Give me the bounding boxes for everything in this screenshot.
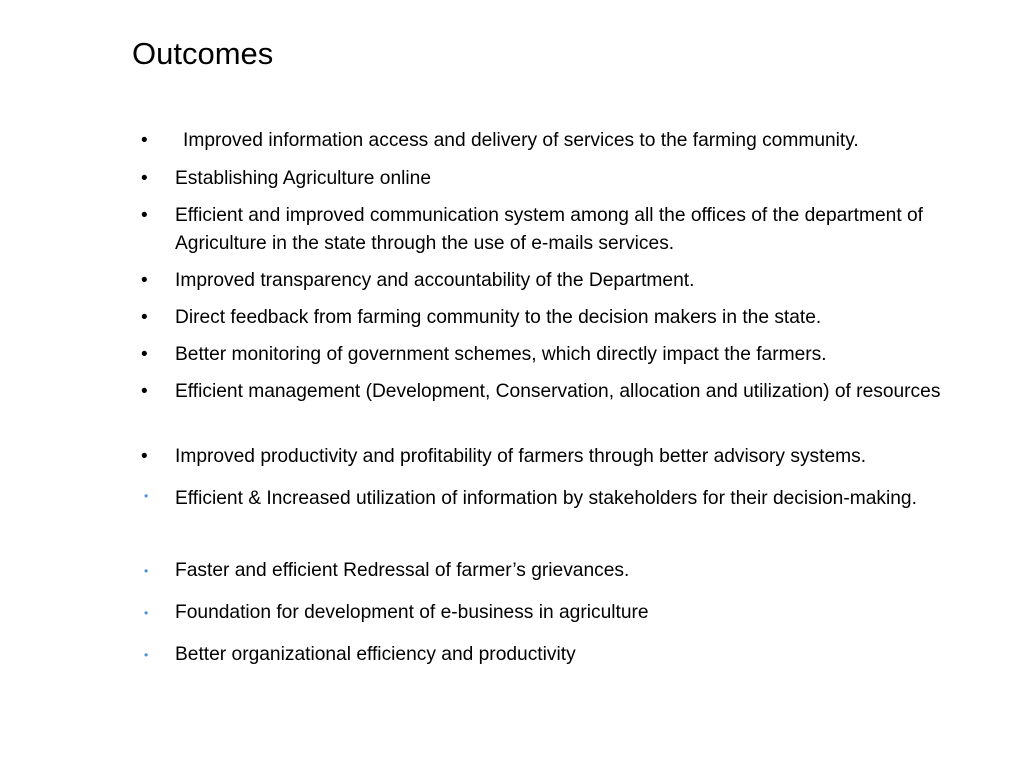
bullet-icon: • [144, 564, 149, 578]
bullet-icon: • [141, 446, 148, 467]
bullet-icon: • [141, 205, 148, 226]
slide-title: Outcomes [132, 36, 274, 71]
bullet-icon: • [141, 381, 148, 402]
list-item-text: Faster and efficient Redressal of farmer’s grievances. [175, 560, 630, 581]
list-item-text: Better monitoring of government schemes, which directly impact the farmers. [175, 344, 827, 365]
bullet-icon: • [144, 606, 149, 620]
list-item-text: Establishing Agriculture online [175, 168, 431, 189]
list-item-text: Efficient & Increased utilization of information by stakeholders for their decision-making. [175, 488, 917, 509]
list-item-text: Direct feedback from farming community to the decision makers in the state. [175, 307, 822, 328]
bullet-icon: • [141, 270, 148, 291]
bullet-icon: • [141, 344, 148, 365]
bullet-icon: • [141, 168, 148, 189]
bullet-icon: • [141, 130, 148, 151]
bullet-icon: • [141, 307, 148, 328]
list-item-text: Improved transparency and accountability of the Department. [175, 270, 695, 291]
list-item-text: Improved productivity and profitability of farmers through better advisory systems. [175, 446, 867, 467]
bullet-icon: • [144, 489, 149, 503]
list-item-text: Improved information access and delivery of services to the farming community. [183, 130, 859, 151]
list-item-text: Better organizational efficiency and productivity [175, 644, 576, 665]
list-item-text: Efficient management (Development, Conservation, allocation and utilization) of resources [175, 381, 941, 402]
list-item-text: Efficient and improved communication system among all the offices of the department of Agriculture in the state through the use of e-mails services. [175, 205, 923, 254]
bullet-icon: • [144, 648, 149, 662]
list-item-text: Foundation for development of e-business in agriculture [175, 602, 649, 623]
